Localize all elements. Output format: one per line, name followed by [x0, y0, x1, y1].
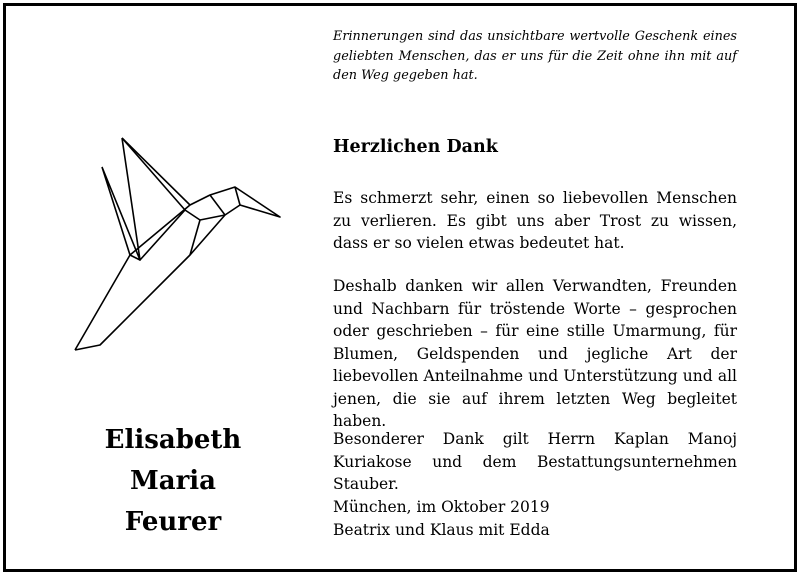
- place-date: München, im Oktober 2019: [333, 498, 550, 516]
- signature-block: [333, 496, 737, 541]
- heading: Herzlichen Dank: [333, 137, 498, 157]
- origami-bird-icon: [60, 125, 300, 365]
- paragraph-thanks: Deshalb danken wir allen Verwandten, Freunden und Nachbarn für tröstende Worte – gesprochen oder geschrieben – für eine stille Umarmung, für Blumen, Geldspenden und jegliche Art der liebevollen Anteilnahme und Unterstützung und all jenen, die sie auf ihrem letzten Weg begleitet haben.: [333, 277, 737, 430]
- paragraph-special-thanks: Besonderer Dank gilt Herrn Kaplan Manoj Kuriakose und dem Bestattungsunternehmen Stauber.: [333, 430, 737, 493]
- middle-name: Maria: [129, 466, 217, 496]
- signers: Beatrix und Klaus mit Edda: [333, 520, 550, 539]
- first-name: Elisabeth: [104, 425, 242, 455]
- memorial-quote: Erinnerungen sind das unsichtbare wertvolle Geschenk eines geliebten Menschen, das er uns für die Zeit ohne ihn mit auf den Weg gegeben hat.: [333, 29, 737, 83]
- last-name: Feurer: [124, 507, 222, 537]
- paragraph-comfort: Es schmerzt sehr, einen so liebevollen Menschen zu verlieren. Es gibt uns aber Trost zu wissen, dass er so vielen etwas bedeutet hat.: [333, 189, 737, 252]
- deceased-name: [60, 420, 286, 543]
